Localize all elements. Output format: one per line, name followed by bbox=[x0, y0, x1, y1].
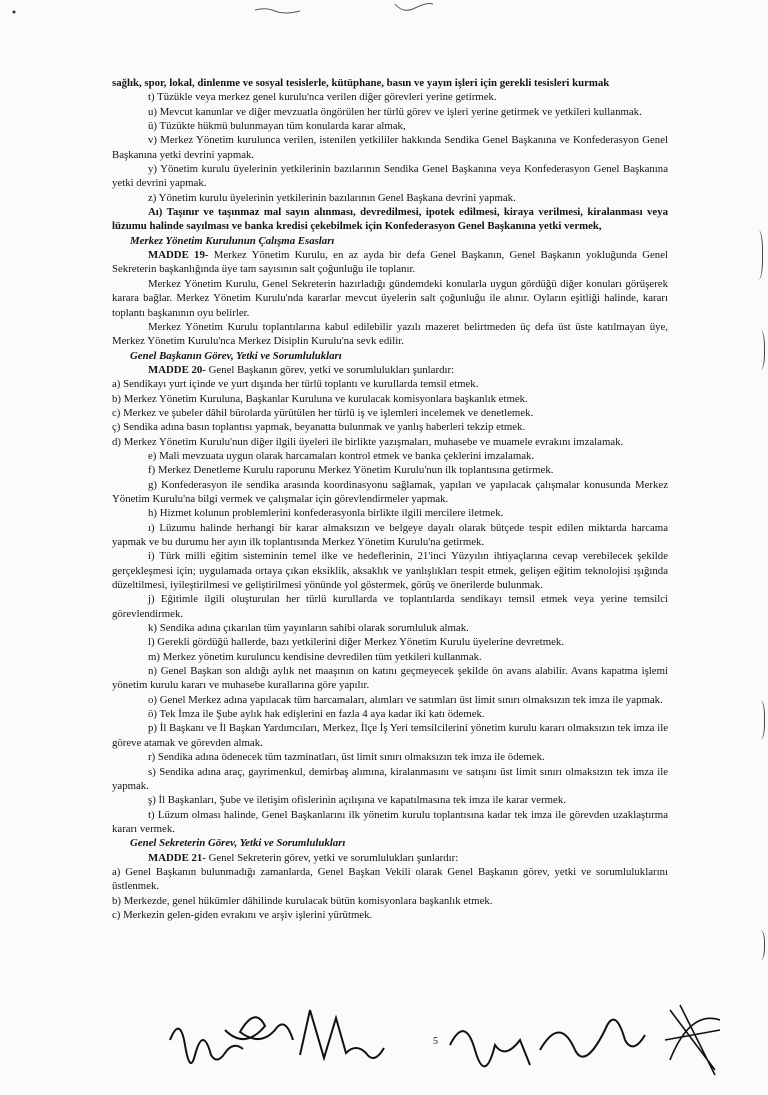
paragraph bbox=[112, 650, 668, 664]
paragraph-text: ü) Tüzükte hükmü bulunmayan tüm konularda karar almak, bbox=[148, 120, 406, 133]
paragraph bbox=[112, 420, 668, 434]
paragraph bbox=[112, 119, 668, 133]
paragraph bbox=[112, 90, 668, 104]
paragraph-text: r) Sendika adına ödenecek tüm tazminatları, üst limit sınırı olmaksızın tek imza ile ödemek. bbox=[148, 751, 545, 764]
paragraph bbox=[112, 693, 668, 707]
paragraph bbox=[112, 592, 668, 621]
paragraph-text: l) Gerekli gördüğü hallerde, bazı yetkilerini diğer Merkez Yönetim Kurulu üyelerine devretmek. bbox=[148, 636, 565, 649]
margin-bracket-right bbox=[752, 230, 763, 280]
paragraph-text: c) Merkez ve şubeler dâhil bürolarda yürütülen her türlü iş ve işlemleri incelemek ve denetlemek. bbox=[112, 406, 534, 419]
paragraph-text: y) Yönetim kurulu üyelerinin yetkilerinin bazılarının Sendika Genel Başkanına veya Konfederasyon Genel Başkanına yetki devrini yapmak. bbox=[112, 163, 668, 190]
paragraph bbox=[112, 506, 668, 520]
paragraph bbox=[112, 76, 668, 90]
paragraph-text: a) Genel Başkanın bulunmadığı zamanlarda, Genel Başkan Vekili olarak Genel Başkanın görev, yetki ve sorumluluklarını üstlenmek. bbox=[112, 865, 668, 893]
paragraph-text: ı) Lüzumu halinde herhangi bir karar almaksızın ve belgeye dayalı olarak bütçede tespit edilen miktarda harcama yapmak ve bu durumu her ayın ilk toplantısında Merkez Yönetim Kurulu'na getirmek. bbox=[112, 521, 668, 548]
paragraph-text: j) Eğitimle ilgili oluşturulan her türlü kurullarda ve toplantılarda sendikayı temsil etmek veya yerine temsilci görevlendirmek. bbox=[112, 593, 668, 620]
document-body bbox=[112, 76, 668, 922]
paragraph bbox=[112, 377, 668, 391]
margin-bracket-right-4 bbox=[754, 930, 765, 960]
paragraph bbox=[112, 162, 668, 191]
paragraph-text: Merkez Yönetim Kurulu, en az ayda bir defa Genel Başkanın, Genel Başkanın yokluğunda Genel Sekreterin başkanlığında üye tam sayısının salt çoğunluğu ile toplanır. bbox=[112, 249, 668, 276]
paragraph-text: e) Mali mevzuata uygun olarak harcamaları kontrol etmek ve banka çeklerini imzalamak. bbox=[148, 449, 535, 462]
paragraph-text: Merkez Yönetim Kurulunun Çalışma Esasları bbox=[130, 234, 335, 247]
paragraph-text: Genel Başkanın görev, yetki ve sorumlulukları şunlardır: bbox=[205, 363, 455, 376]
paragraph-text: b) Merkezde, genel hükümler dâhilinde kurulacak bütün komisyonlara başkanlık etmek. bbox=[112, 894, 493, 907]
paragraph-text: a) Sendikayı yurt içinde ve yurt dışında her türlü toplantı ve kurullarda temsil etmek. bbox=[112, 378, 479, 391]
paragraph-text: n) Genel Başkan son aldığı aylık net maaşının on katını geçmeyecek şekilde ön avans alabilir. Avans kapatma işlemi yönetim kurulu kararı ve muhasebe kurallarına göre yapılır. bbox=[112, 665, 668, 692]
paragraph bbox=[112, 908, 668, 922]
paragraph-text: Genel Sekreterin görev, yetki ve sorumlulukları şunlardır: bbox=[205, 851, 459, 864]
paragraph-text: z) Yönetim kurulu üyelerinin yetkilerinin bazılarının Genel Başkana devrini yapmak. bbox=[148, 191, 516, 204]
paragraph-text: p) İl Başkanı ve İl Başkan Yardımcıları, Merkez, İlçe İş Yeri temsilcilerini yönetim kurulu kararı olmaksızın tek imza ile göreve atamak ve görevden almak. bbox=[112, 722, 668, 749]
paragraph bbox=[112, 191, 668, 205]
paragraph bbox=[112, 392, 668, 406]
paragraph bbox=[112, 320, 668, 349]
paragraph-text: f) Merkez Denetleme Kurulu raporunu Merkez Yönetim Kurulu'nun ilk toplantısına getirmek. bbox=[148, 464, 554, 477]
paragraph-text: d) Merkez Yönetim Kurulu'nun diğer ilgili üyeleri ile birlikte yazışmaları, muhasebe ve muamele evrakını imzalamak. bbox=[112, 435, 624, 448]
paragraph bbox=[112, 349, 668, 363]
paragraph-text: Merkez Yönetim Kurulu, Genel Sekreterin hazırladığı gündemdeki konularla uygun gördüğü diğer konuları görüşerek karara bağlar. Merkez Yönetim Kurulu'nda kararlar mevcut üyelerin salt çoğunluğu ile alınır. Oyların eşitliği halinde, kararı toplantı başkanının oyu belirler. bbox=[112, 277, 668, 319]
paragraph bbox=[112, 765, 668, 794]
paragraph bbox=[112, 406, 668, 420]
paragraph-text: g) Konfederasyon ile sendika arasında koordinasyonu sağlamak, yapılan ve yapılacak çalışmalar konusunda Merkez Yönetim Kurulu'na bilgi vermek ve çalışmalar için görevlendirmeler yapmak. bbox=[112, 478, 668, 505]
paragraph-text: c) Merkezin gelen-giden evrakını ve arşiv işlerini yürütmek. bbox=[112, 908, 373, 921]
paragraph-text: u) Mevcut kanunlar ve diğer mevzuatla öngörülen her türlü görev ve işleri yerine getirmek ve yetkileri kullanmak. bbox=[148, 105, 642, 118]
paragraph bbox=[112, 808, 668, 837]
paragraph-text: sağlık, spor, lokal, dinlenme ve sosyal tesislerle, kütüphane, basın ve yayın işleri için gerekli tesisleri kurmak bbox=[112, 77, 610, 89]
paragraph bbox=[112, 105, 668, 119]
paragraph-text: o) Genel Merkez adına yapılacak tüm harcamaları, alımları ve satımları üst limit sınırı olmaksızın tek imza ile yapmak. bbox=[148, 693, 663, 706]
margin-bracket-right-2 bbox=[754, 330, 765, 370]
paragraph-text: t) Lüzum olması halinde, Genel Başkanlarını ilk yönetim kurulu toplantısına kadar tek imza ile görevden uzaklaştırma kararı vermek. bbox=[112, 808, 668, 835]
paragraph bbox=[112, 750, 668, 764]
article-label: MADDE 19- bbox=[148, 249, 209, 262]
paragraph-text: m) Merkez yönetim kuruluncu kendisine devredilen tüm yetkileri kullanmak. bbox=[148, 650, 482, 663]
signatures bbox=[150, 1000, 750, 1085]
paragraph bbox=[112, 635, 668, 649]
paragraph-text: k) Sendika adına çıkarılan tüm yayınların sahibi olarak sorumluluk almak. bbox=[148, 622, 469, 635]
paragraph-text: Genel Sekreterin Görev, Yetki ve Sorumlulukları bbox=[130, 837, 346, 850]
paragraph bbox=[112, 721, 668, 750]
paragraph bbox=[112, 621, 668, 635]
paragraph bbox=[112, 664, 668, 693]
paragraph-text: ç) Sendika adına basın toplantısı yapmak, beyanatta bulunmak ve yanlış haberleri tekzip etmek. bbox=[112, 421, 526, 434]
article-paragraph bbox=[112, 363, 668, 377]
paragraph-text: i) Türk milli eğitim sisteminin temel ilke ve hedeflerinin, 21'inci Yüzyılın ihtiyaçlarına cevap verebilecek şekilde gerçekleşmesi için; uygulamada ortaya çıkan eksiklik, aksaklık ve yanlışlıkları tespit etmek, gelişen eğitim teknolojisi ışığında düzeltilmesi, iyileştirilmesi ve geliştirilmesi yönünde yol göstermek, görüş ve önerilerde bulunmak. bbox=[112, 550, 668, 592]
paragraph bbox=[112, 894, 668, 908]
article-paragraph bbox=[112, 248, 668, 277]
paragraph bbox=[112, 549, 668, 592]
scan-marks-top bbox=[0, 0, 768, 30]
paragraph-text: Aı) Taşınır ve taşınmaz mal sayın alınması, devredilmesi, ipotek edilmesi, kiraya verilmesi, kiralanması veya lüzumu halinde sayılması ve banka kredisi çekebilmek için Konfederasyon Genel Başkanına yetki vermek, bbox=[112, 206, 668, 233]
margin-bracket-right-3 bbox=[754, 700, 765, 740]
paragraph bbox=[112, 234, 668, 248]
paragraph-text: Merkez Yönetim Kurulu toplantılarına kabul edilebilir yazılı mazeret belirtmeden üç defa üst üste katılmayan üye, Merkez Yönetim Kurulu'nca Merkez Disiplin Kurulu'na sevk edilir. bbox=[112, 320, 668, 348]
paragraph bbox=[112, 521, 668, 550]
paragraph bbox=[112, 836, 668, 850]
paragraph-text: Genel Başkanın Görev, Yetki ve Sorumlulukları bbox=[130, 349, 342, 362]
article-label: MADDE 20- bbox=[148, 363, 206, 376]
paragraph bbox=[112, 463, 668, 477]
paragraph bbox=[112, 865, 668, 894]
paragraph-text: h) Hizmet kolunun problemlerini konfederasyonla birlikte ilgili mercilere iletmek. bbox=[148, 507, 504, 520]
article-label: MADDE 21- bbox=[148, 851, 206, 864]
paragraph bbox=[112, 707, 668, 721]
article-paragraph bbox=[112, 851, 668, 865]
paragraph bbox=[112, 435, 668, 449]
paragraph bbox=[112, 133, 668, 162]
paragraph-text: ş) İl Başkanları, Şube ve iletişim ofislerinin açılışına ve kapatılmasına tek imza ile karar vermek. bbox=[148, 794, 566, 807]
paragraph-text: b) Merkez Yönetim Kuruluna, Başkanlar Kuruluna ve kurulacak komisyonlara başkanlık etmek. bbox=[112, 392, 528, 405]
paragraph bbox=[112, 205, 668, 234]
paragraph bbox=[112, 449, 668, 463]
paragraph-text: s) Sendika adına araç, gayrimenkul, demirbaş alımına, kiralanmasını ve satışını üst limit sınırı olmaksızın tek imza ile yapmak. bbox=[112, 765, 668, 792]
paragraph-text: v) Merkez Yönetim kurulunca verilen, istenilen yetkililer hakkında Sendika Genel Başkanına ve Konfederasyon Genel Başkanına yetki devrini yapmak. bbox=[112, 134, 668, 161]
page-number: 5 bbox=[433, 1036, 438, 1047]
paragraph-text: ö) Tek İmza ile Şube aylık hak edişlerini en fazla 4 aya kadar iki katı ödemek. bbox=[148, 708, 485, 721]
paragraph bbox=[112, 277, 668, 320]
paragraph bbox=[112, 478, 668, 507]
paragraph-text: t) Tüzükle veya merkez genel kurulu'nca verilen diğer görevleri yerine getirmek. bbox=[148, 91, 497, 104]
paragraph bbox=[112, 793, 668, 807]
